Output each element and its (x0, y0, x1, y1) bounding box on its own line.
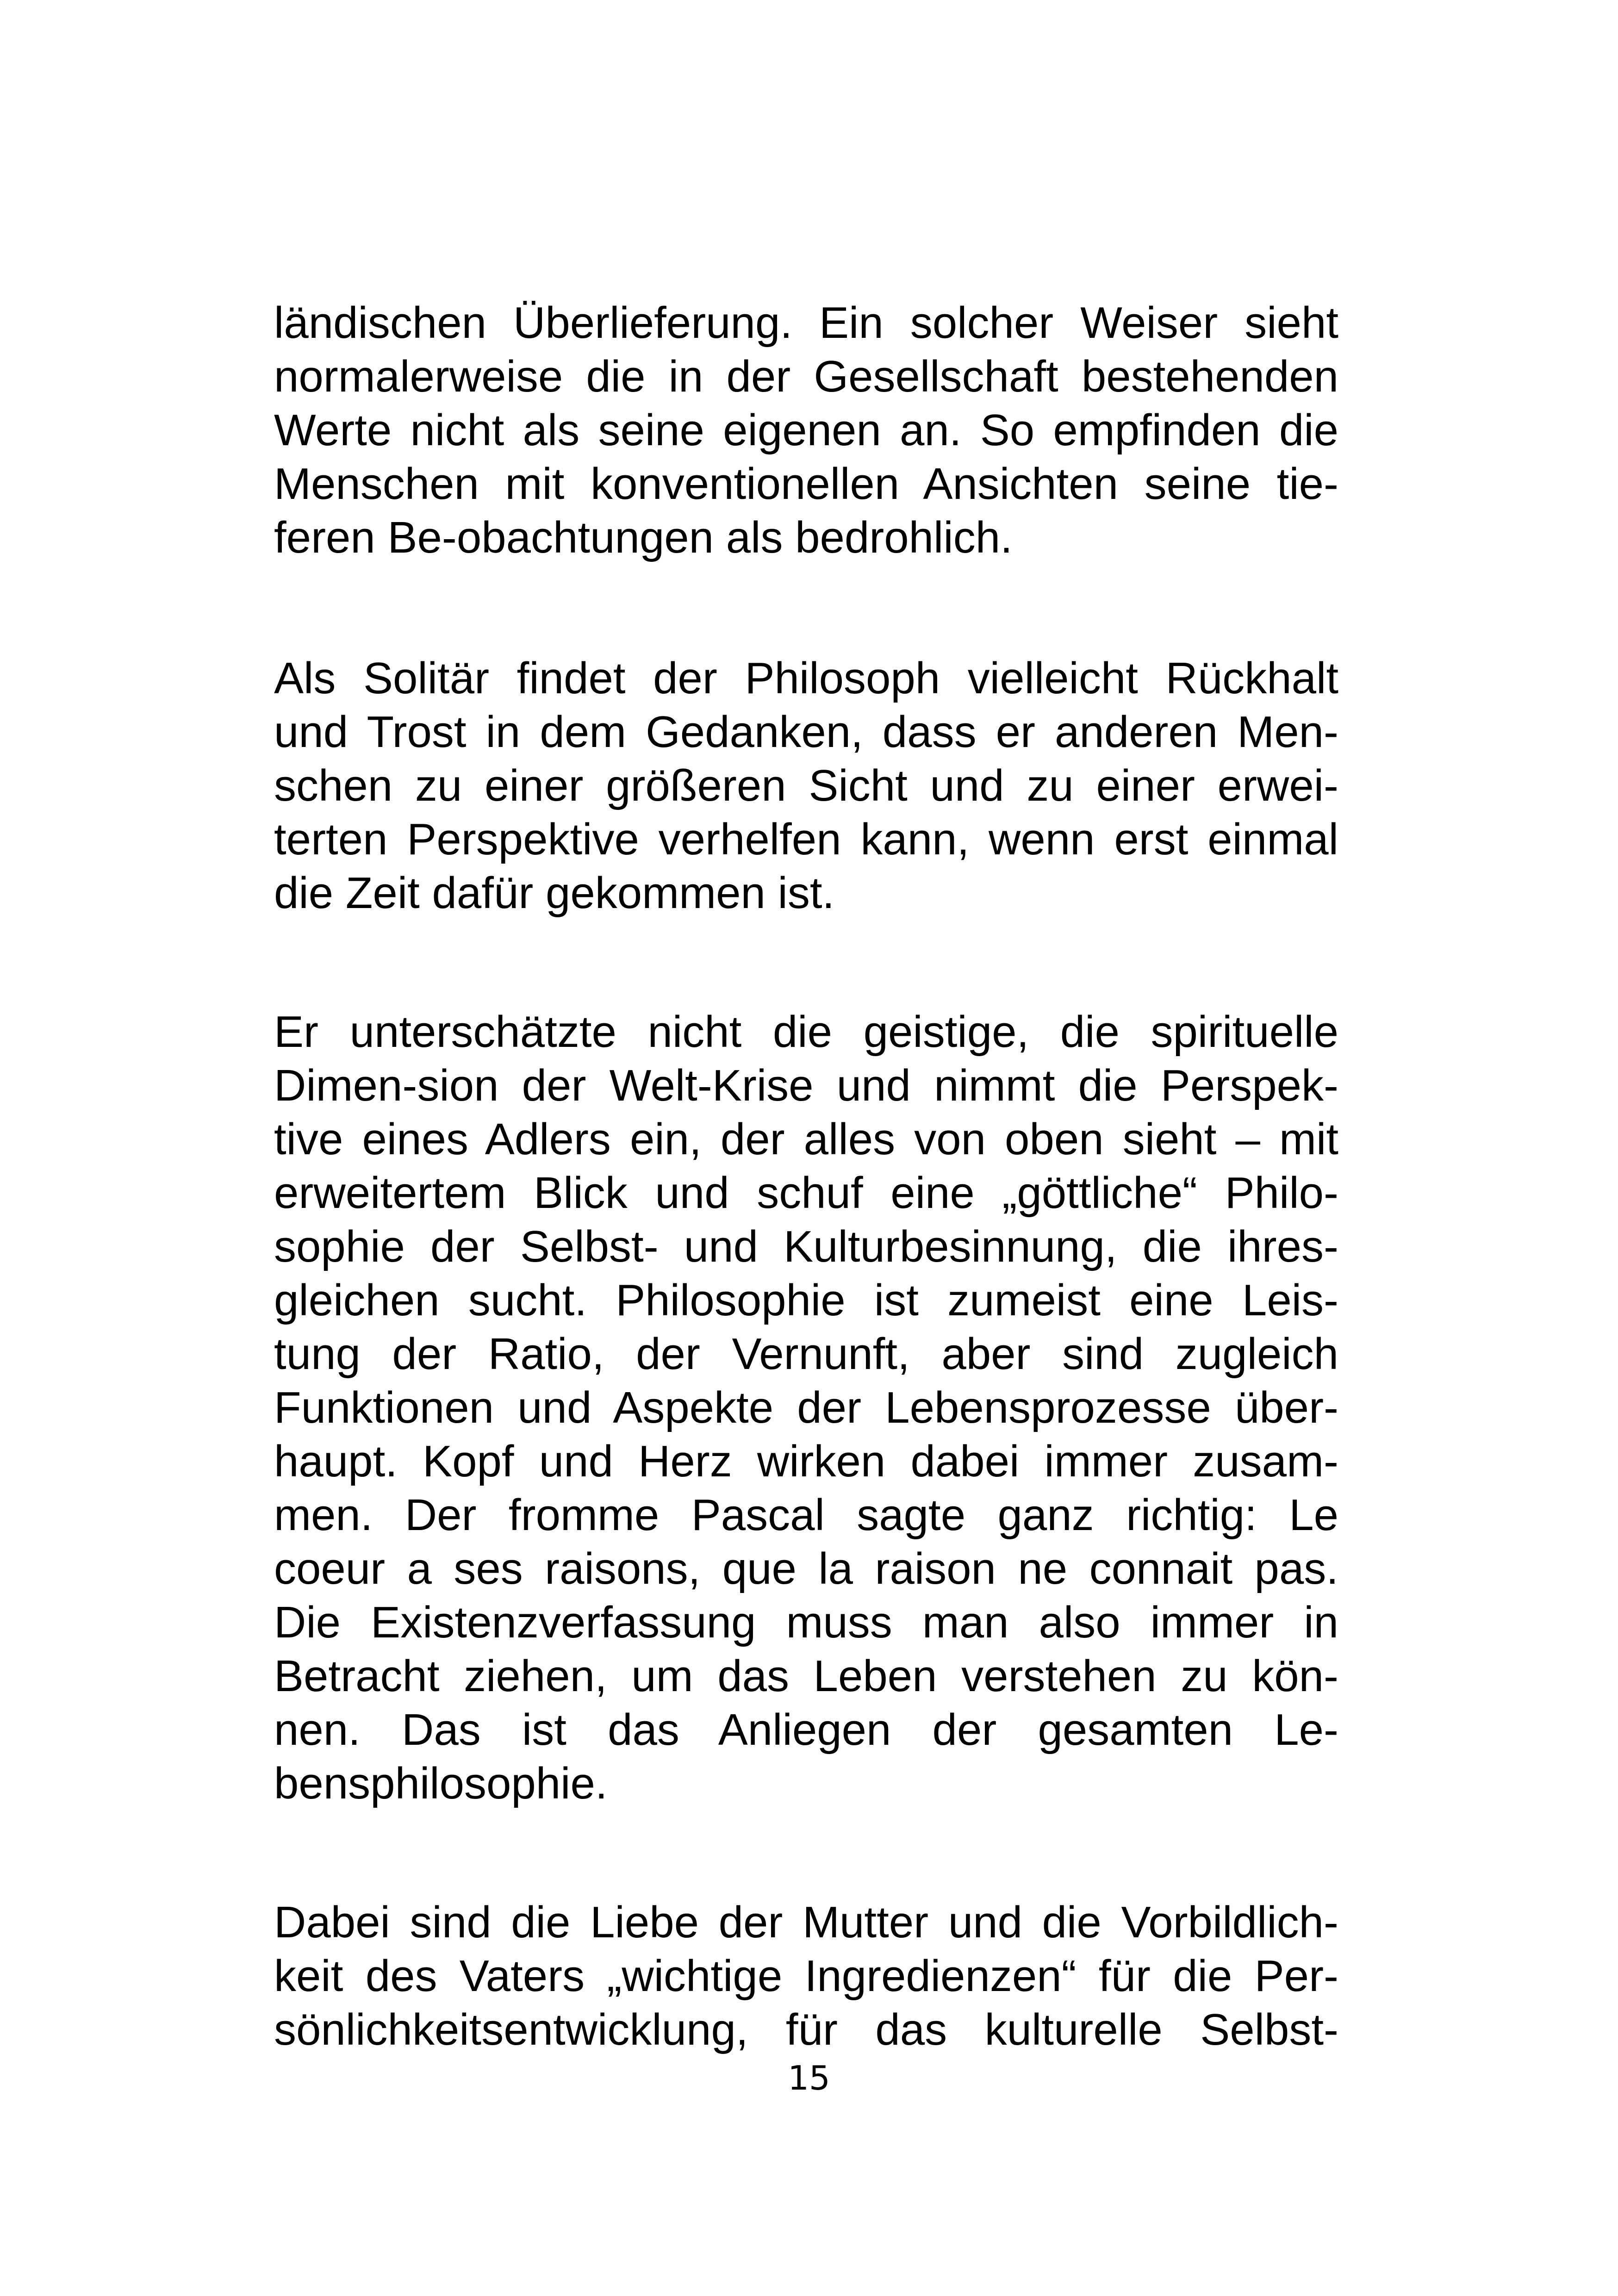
paragraph-3-line-3: tive eines Adlers ein, der alles von oben sieht – mit (274, 1114, 1338, 1164)
paragraph-3-line-13: Betracht ziehen, um das Leben verstehen zu kön- (274, 1651, 1338, 1701)
paragraph-2-line-4: terten Perspektive verhelfen kann, wenn erst einmal (274, 815, 1338, 864)
paragraph-3-line-12: Die Existenzverfassung muss man also immer in (274, 1598, 1338, 1647)
paragraph-4-line-3: sönlichkeitsentwicklung, für das kulturelle Selbst- (274, 2005, 1338, 2054)
paragraph-3-line-7: tung der Ratio, der Vernunft, aber sind zugleich (274, 1329, 1338, 1379)
paragraph-3-line-1: Er unterschätzte nicht die geistige, die spirituelle (274, 1007, 1338, 1057)
paragraph-3-line-10: men. Der fromme Pascal sagte ganz richtig: Le (274, 1490, 1338, 1540)
paragraph-3-line-4: erweitertem Blick und schuf eine „göttliche“ Philo- (274, 1168, 1338, 1218)
paragraph-3-line-14: nen. Das ist das Anliegen der gesamten Le- (274, 1705, 1338, 1755)
paragraph-2-line-3: schen zu einer größeren Sicht und zu einer erwei- (274, 761, 1338, 810)
paragraph-3-line-8: Funktionen und Aspekte der Lebensprozesse über- (274, 1383, 1338, 1432)
page-number: 15 (788, 2059, 830, 2097)
paragraph-3-line-2: Dimen-sion der Welt-Krise und nimmt die Perspek- (274, 1061, 1338, 1110)
paragraph-3-line-9: haupt. Kopf und Herz wirken dabei immer zusam- (274, 1437, 1338, 1486)
paragraph-1-line-2: normalerweise die in der Gesellschaft bestehenden (274, 352, 1338, 401)
paragraph-3-line-5: sophie der Selbst- und Kulturbesinnung, die ihres- (274, 1222, 1338, 1271)
paragraph-3-line-15: bensphilosophie. (274, 1759, 608, 1808)
paragraph-2-line-5: die Zeit dafür gekommen ist. (274, 868, 835, 918)
paragraph-1-line-1: ländischen Überlieferung. Ein solcher Weiser sieht (274, 298, 1338, 348)
paragraph-2-line-1: Als Solitär findet der Philosoph vielleicht Rückhalt (274, 653, 1338, 703)
paragraph-1-line-4: Menschen mit konventionellen Ansichten seine tie- (274, 459, 1338, 509)
paragraph-1-line-3: Werte nicht als seine eigenen an. So empfinden die (274, 405, 1338, 455)
paragraph-2-line-2: und Trost in dem Gedanken, dass er anderen Men- (274, 707, 1338, 757)
paragraph-4-line-2: keit des Vaters „wichtige Ingredienzen“ für die Per- (274, 1951, 1338, 2001)
paragraph-4-line-1: Dabei sind die Liebe der Mutter und die Vorbildlich- (274, 1898, 1338, 1947)
paragraph-1-line-5: feren Be-obachtungen als bedrohlich. (274, 513, 1013, 562)
paragraph-3-line-11: coeur a ses raisons, que la raison ne connait pas. (274, 1544, 1338, 1593)
paragraph-3-line-6: gleichen sucht. Philosophie ist zumeist eine Leis- (274, 1276, 1338, 1325)
